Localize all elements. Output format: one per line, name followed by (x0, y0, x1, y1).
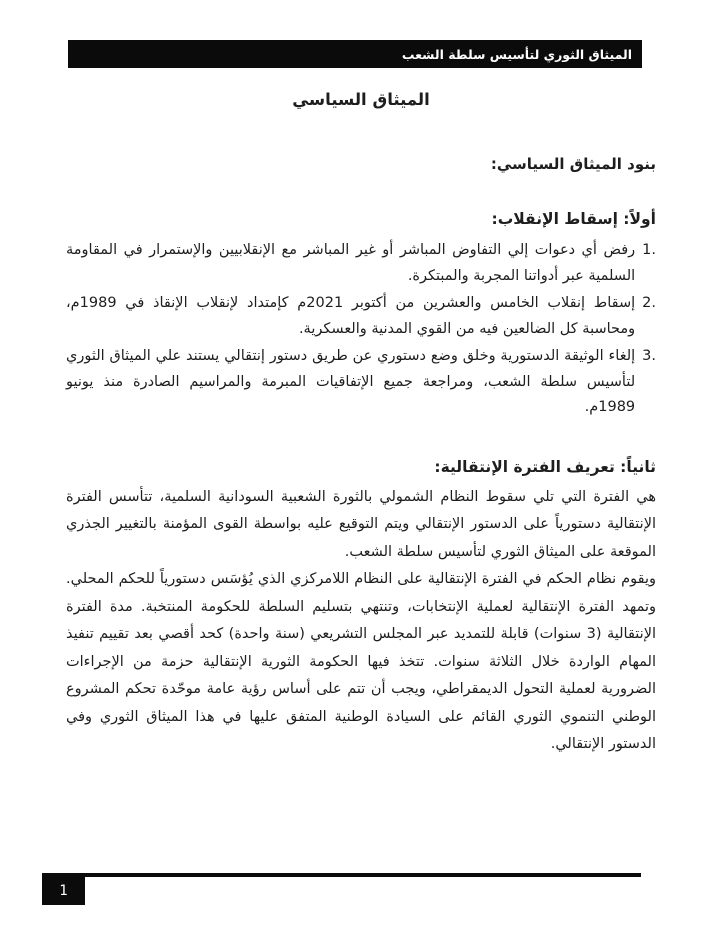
section-2-heading: ثانياً: تعريف الفترة الإنتقالية: (434, 457, 656, 476)
page-number-badge (42, 877, 85, 905)
list-item-text: إلغاء الوثيقة الدستورية وخلق وضع دستوري عن طريق دستور إنتقالي يستند علي الميثاق الثوري لتأسيس سلطة الشعب، ومراجعة جميع الإتفاقيات المبرمة والمراسيم الصادرة منذ يونيو 1989م. (66, 348, 636, 415)
header-title: الميثاق الثوري لتأسيس سلطة الشعب (401, 46, 632, 62)
intro-heading: بنود الميثاق السياسي: (490, 155, 656, 173)
list-item-number: 3. (642, 348, 656, 364)
list-item (66, 344, 656, 421)
numbered-list (66, 238, 656, 421)
list-item-text: إسقاط إنقلاب الخامس والعشرين من أكتوبر 2021م كإمتداد لإنقلاب الإنقاذ في 1989م، ومحاسبة كل الضالعين فيه من القوي المدنية والعسكرية. (66, 295, 636, 337)
footer-rule (42, 873, 641, 877)
document-title: الميثاق السياسي (292, 90, 430, 109)
list-item-number: 1. (642, 242, 656, 258)
page-number: 1 (59, 883, 68, 899)
list-item-number: 2. (642, 295, 656, 311)
list-item (66, 238, 656, 289)
list-item-text: رفض أي دعوات إلي التفاوض المباشر أو غير المباشر مع الإنقلابيين والإستمرار في المقاومة السلمية عبر أدواتنا المجربة والمبتكرة. (66, 242, 636, 284)
list-item (66, 291, 656, 342)
section-2-paragraph-1: هي الفترة التي تلي سقوط النظام الشمولي بالثورة الشعبية السودانية السلمية، تتأسس الفترة الإنتقالية دستورياً على الدستور الإنتقالي ويتم التوقيع عليه بواسطة القوى المؤمنة بالتغيير الجذري الموقعة على الميثاق الثوري لتأسيس سلطة الشعب. (66, 488, 656, 560)
section-1-heading: أولاً: إسقاط الإنقلاب: (491, 210, 656, 228)
section-2-paragraph-2: ويقوم نظام الحكم في الفترة الإنتقالية على النظام اللامركزي الذي يُؤسَس دستورياً للحكم المحلي. وتمهد الفترة الإنتقالية لعملية الإنتخابات، وتنتهي بتسليم السلطة للحكومة المنتخبة. مدة الفترة الإنتقالية (3 سنوات) قابلة للتمديد عبر المجلس التشريعي (سنة واحدة) كحد أقصي بعد تقييم تنفيذ المهام الواردة خلال الثلاثة سنوات. تتخذ فيها الحكومة الثورية الإنتقالية حزمة من الإجراءات الضرورية لعملية التحول الديمقراطي، ويجب أن تتم على أساس رؤية عامة موحّدة تحكم المشروع الوطني التنموي الثوري القائم على السيادة الوطنية المتفق عليها في هذا الميثاق الثوري وفي الدستور الإنتقالي. (66, 571, 656, 752)
